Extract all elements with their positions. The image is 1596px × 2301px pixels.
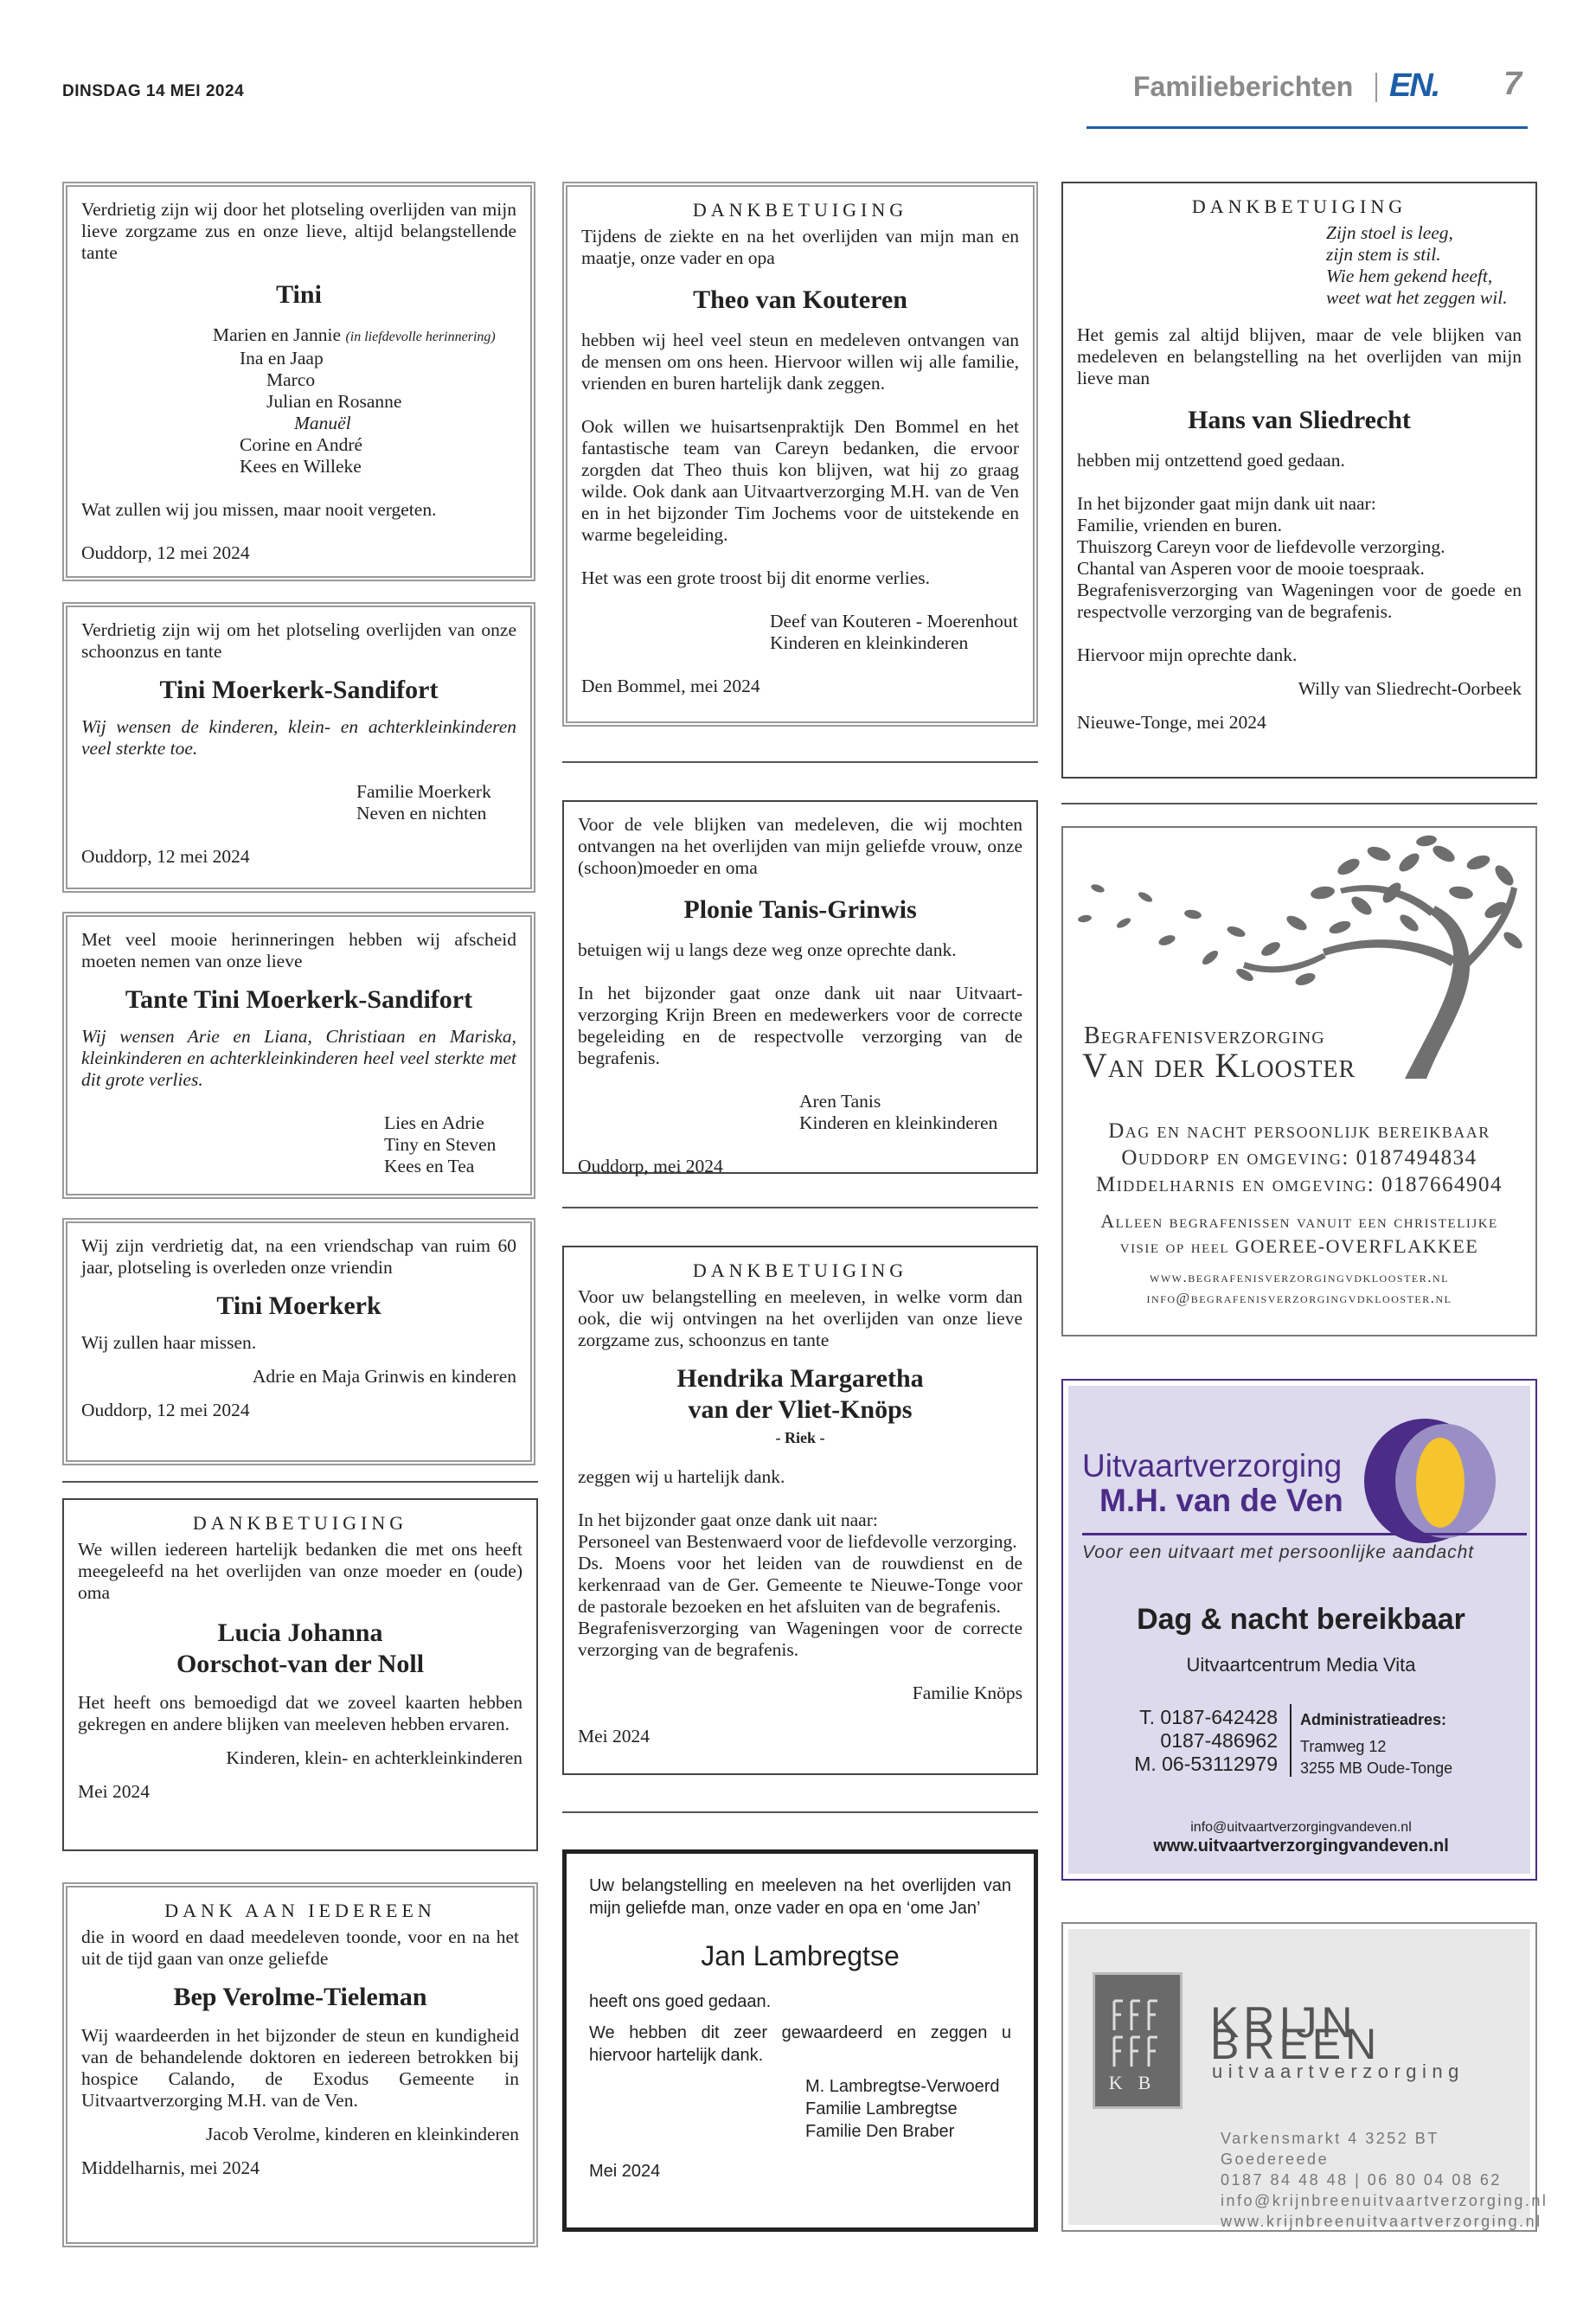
ad-website-link[interactable]: www.uitvaartverzorgingvandeven.nl [1153,1836,1449,1856]
ad-phone: Middelharnis en omgeving: 0187664904 [1096,1173,1503,1196]
notice-header: DANKBETUIGING [692,199,908,221]
notice-header: DANK AAN IEDEREEN [164,1900,436,1921]
notice-intro: Voor de vele blijken van medeleven, die wij mochten ontvangen na het overlijden van mijn geliefde vrouw, onze (schoon)moeder en oma [578,814,1022,878]
notice-text: In het bijzonder gaat onze dank uit naar: [578,1509,878,1530]
ad-email-link[interactable]: info@uitvaartverzorgingvandeven.nl [1190,1820,1412,1835]
ad-brand: Uitvaartverzorging [1082,1448,1343,1484]
ad-van-de-ven [1061,1379,1537,1881]
notice-text: Ook willen we huisartsenpraktijk Den Bommel en het fantastische team van Careyn bedanken, die ervoor zorgden dat Theo thuis kon blijven, wat hij zo graag wilde. Ook dank aan Uitvaartverzorging M.H. van de Ven en in het bijzonder Tim Jochems voor de uitstekende en warme begeleiding. [581,416,1019,545]
notice-text: betuigen wij u langs deze weg onze oprechte dank. [578,939,957,960]
deceased-name: van der Vliet-Knöps [688,1395,913,1424]
signature-line: Lies en Adrie [384,1112,484,1133]
closing-line: Wat zullen wij jou missen, maar nooit vergeten. [81,499,437,520]
notice-intro: Voor uw belangstelling en meeleven, in welke vorm dan ook, die wij ontvingen na het overlijden van onze lieve zorgzame zus, schoonzus en tante [578,1286,1022,1350]
deceased-name: Tini Moerkerk [216,1292,381,1320]
notice-hendrika [562,1246,1038,1775]
ad-email-link[interactable]: info@begrafenisverzorgingvdklooster.nl [1146,1290,1452,1306]
poem-line: Wie hem gekend heeft, [1326,266,1493,286]
notice-text: In het bijzonder gaat mijn dank uit naar: [1077,493,1376,514]
notice-intro: Met veel mooie herinneringen hebben wij afscheid moeten nemen van onze lieve [81,929,516,971]
notice-text: Ds. Moens voor het leiden van de rouwdienst en de kerkenraad van de Ger. Gemeente te Nieuwe-Tonge voor de pastorale bezoeken en het afsluiten van de begrafenis. [578,1553,1022,1617]
notice-tante-tini [62,912,535,1199]
ad-divider [1290,1704,1292,1777]
deceased-name: Oorschot-van der Noll [176,1650,425,1678]
signature-line: Kinderen, klein- en achterkleinkinderen [226,1747,522,1768]
ad-website-link[interactable]: www.begrafenisverzorgingvdklooster.nl [1150,1269,1449,1285]
notice-moerkerk-sandifort [62,602,535,893]
deceased-nickname: - Riek - [775,1429,825,1446]
notice-text: Wij waardeerden in het bijzonder de steun en kundigheid van de behandelende doktoren en iedereen betrokken bij hospice Calando, de Exodus Gemeente in Uitvaartverzorging M.H. van de Ven. [81,2025,519,2111]
ad-info: visie op heel GOEREE-OVERFLAKKEE [1119,1235,1479,1257]
ad-van-der-klooster [1061,826,1537,1336]
wish-text: Wij wensen Arie en Liana, Christiaan en Mariska, kleinkinderen en achterkleinkinderen heel veel sterkte met dit grote verlies. [81,1026,516,1090]
deceased-name: Bep Verolme-Tieleman [173,1983,427,2011]
deceased-name: Theo van Kouteren [693,285,907,314]
poem-line: Zijn stoel is leeg, [1326,222,1453,243]
notice-text: Wij zullen haar missen. [81,1332,257,1353]
column-rule [562,761,1038,763]
ad-divider [1082,1533,1527,1535]
krijn-breen-logo-icon [1093,1972,1183,2109]
notice-text: Het was een grote troost bij dit enorme verlies. [581,567,931,588]
en-logo: EN. [1389,67,1439,104]
header-rule [1086,126,1528,129]
notice-text: Familie, vrienden en buren. [1077,515,1283,535]
poem-line: weet wat het zeggen wil. [1326,287,1508,308]
ad-address: Varkensmarkt 4 3252 BT Goedereede [1221,2130,1439,2168]
notice-tini-moerkerk [62,1218,535,1465]
ad-line: Begrafenisverzorging [1084,1022,1325,1049]
ad-address: 3255 MB Oude-Tonge [1300,1759,1453,1777]
notice-header: DANKBETUIGING [1191,195,1407,217]
ad-phone: M. 06-53112979 [1134,1753,1278,1775]
logo-letters: KB [1108,2072,1167,2093]
signature-line: Jacob Verolme, kinderen en kleinkinderen [206,2124,519,2144]
signature-line: Aren Tanis [799,1091,881,1112]
notice-intro: Uw belangstelling en meeleven na het overlijden van mijn geliefde man, onze vader en opa en ‘ome Jan’ [589,1876,1011,1918]
notice-text: We hebben dit zeer gewaardeerd en zeggen u hiervoor hartelijk dank. [589,2023,1011,2065]
family-line: Kees en Willeke [240,456,362,477]
wish-text: Wij wensen de kinderen, klein- en achterkleinkinderen veel sterkte toe. [81,716,516,759]
ad-krijn-breen [1061,1922,1548,2232]
notice-text: Thuiszorg Careyn voor de liefdevolle verzorging. [1077,536,1445,557]
ad-website-link[interactable]: www.krijnbreenuitvaartverzorging.nl [1221,2213,1542,2230]
ad-brand: Van der Klooster [1082,1046,1356,1085]
signature-line: Adrie en Maja Grinwis en kinderen [252,1366,516,1387]
ad-phone: T. 0187-642428 [1139,1706,1278,1728]
notice-text: Hiervoor mijn oprechte dank. [1077,644,1298,665]
signature-line: Deef van Kouteren - Moerenhout [770,611,1018,631]
notice-intro: Wij zijn verdrietig dat, na een vriendschap van ruim 60 jaar, plotseling is overleden onze vriendin [81,1235,516,1278]
notice-plonie [562,800,1038,1174]
signature-line: Neven en nichten [356,803,487,824]
deceased-name: Lucia Johanna [217,1618,383,1647]
deceased-name: Plonie Tanis-Grinwis [683,895,917,924]
column-rule [562,1811,1038,1813]
notice-text: Personeel van Bestenwaerd voor de liefdevolle verzorging. [578,1531,1017,1552]
place-date: Ouddorp, 12 mei 2024 [81,542,250,563]
place-date: Ouddorp, 12 mei 2024 [81,846,250,867]
place-date: Mei 2024 [78,1781,151,1802]
notice-text: heeft ons goed gedaan. [589,1992,772,2011]
place-date: Middelharnis, mei 2024 [81,2157,260,2178]
notice-hans [1061,182,1537,779]
notice-text: Het heeft ons bemoedigd dat we zoveel kaarten hebben gekregen en andere blijken van meeleven hebben ervaren. [78,1692,522,1734]
ad-subline: uitvaartverzorging [1212,2061,1465,2082]
signature-line: Familie Knöps [912,1682,1022,1703]
ad-admin-label: Administratieadres: [1300,1711,1447,1728]
signature-line: Kinderen en kleinkinderen [770,632,969,653]
signature-line: M. Lambregtse-Verwoerd [805,2077,1000,2096]
ad-subline: Uitvaartcentrum Media Vita [1186,1654,1416,1676]
header-divider [1375,73,1377,102]
deceased-name: Tini Moerkerk-Sandifort [159,676,439,704]
notice-text: hebben mij ontzettend goed gedaan. [1077,450,1345,471]
family-line: Julian en Rosanne [266,391,402,412]
notice-text: zeggen wij u hartelijk dank. [578,1466,785,1487]
ad-phone: 0187-486962 [1160,1729,1278,1752]
notice-text: Begrafenisverzorging van Wageningen voor de correcte verzorging van de begrafenis. [578,1618,1022,1660]
ad-brand: KRIJN BREEN [1210,1998,1381,2068]
family-line: Marien en Jannie [213,324,342,345]
notice-intro: die in woord en daad meedeleven toonde, voor en na het uit de tijd gaan van onze geliefde [81,1926,519,1969]
notice-text: hebben wij heel veel steun en medeleven ontvangen van de mensen om ons heen. Hiervoor willen wij alle familie, vrienden en buren hartelijk dank zeggen. [581,330,1019,394]
notice-intro: Het gemis zal altijd blijven, maar de vele blijken van medeleven en belangstelling na het overlijden van mijn lieve man [1077,324,1522,388]
deceased-name: Tini [276,280,322,309]
notice-bep [62,1882,538,2247]
signature-line: Familie Lambregtse [805,2099,958,2118]
column-rule [62,1481,538,1483]
notice-intro: Verdrietig zijn wij door het plotseling overlijden van mijn lieve zorgzame zus en onze lieve, altijd belangstellende tante [81,199,516,263]
signature-line: Tiny en Steven [384,1134,497,1155]
signature-line: Kinderen en kleinkinderen [799,1112,998,1133]
deceased-name: Hans van Sliedrecht [1188,406,1411,434]
notice-theo [562,182,1038,727]
place-date: Mei 2024 [578,1726,651,1747]
place-date: Nieuwe-Tonge, mei 2024 [1077,712,1266,733]
family-line: Corine en André [240,434,363,455]
family-line: Manuël [294,413,351,433]
ad-info: Alleen begrafenissen vanuit een christelijke [1100,1210,1498,1232]
place-date: Mei 2024 [589,2162,661,2181]
signature-line: Kees en Tea [384,1156,475,1176]
signature-line: Familie Moerkerk [356,781,491,802]
notice-intro: We willen iedereen hartelijk bedanken die met ons heeft meegeleefd na het overlijden van onze moeder en (oude) oma [78,1539,522,1603]
notice-text: Begrafenisverzorging van Wageningen voor de goede en respectvolle verzorging van de begrafenis. [1077,580,1522,622]
ad-info: Dag en nacht persoonlijk bereikbaar [1108,1119,1490,1143]
ad-headline: Dag & nacht bereikbaar [1137,1603,1465,1636]
deceased-name: Hendrika Margaretha [676,1364,924,1393]
ad-phone: Ouddorp en omgeving: 0187494834 [1121,1146,1477,1170]
ad-tagline: Voor een uitvaart met persoonlijke aandacht [1082,1542,1475,1562]
deceased-name: Jan Lambregtse [701,1940,900,1971]
notice-header: DANKBETUIGING [192,1512,408,1534]
family-line: Marco [266,369,316,390]
notice-tini [62,182,535,581]
ad-brand: M.H. van de Ven [1099,1483,1343,1518]
column-rule [562,1207,1038,1208]
notice-text: In het bijzonder gaat onze dank uit naar Uitvaart-verzorging Krijn Breen en medewerkers voor de correcte begeleiding en de respectvolle verzorging van de begrafenis. [578,983,1022,1068]
signature-line: Familie Den Braber [805,2122,955,2141]
ad-address: Tramweg 12 [1300,1738,1387,1755]
ad-background [1068,1386,1530,1874]
family-note: (in liefdevolle herinnering) [345,330,496,344]
ad-email-link[interactable]: info@krijnbreenuitvaartverzorging.nl [1221,2192,1548,2209]
place-date: Ouddorp, mei 2024 [578,1156,723,1176]
notice-intro: Verdrietig zijn wij om het plotseling overlijden van onze schoonzus en tante [81,619,516,662]
notice-text: Chantal van Asperen voor de mooie toespraak. [1077,558,1425,579]
page-number: 7 [1503,66,1522,102]
notice-lucia [62,1498,538,1851]
notice-jan [562,1849,1038,2232]
place-date: Ouddorp, 12 mei 2024 [81,1400,250,1420]
deceased-name: Tante Tini Moerkerk-Sandifort [125,985,473,1014]
page-date: DINSDAG 14 MEI 2024 [62,82,245,100]
family-line: Ina en Jaap [240,348,324,369]
signature-line: Willy van Sliedrecht-Oorbeek [1298,678,1522,699]
notice-header: DANKBETUIGING [692,1259,908,1281]
column-rule [1061,803,1537,804]
ad-phone: 0187 84 48 48 | 06 80 04 08 62 [1221,2171,1502,2189]
section-title: Familieberichten [1133,71,1354,102]
poem-line: zijn stem is stil. [1326,244,1441,265]
place-date: Den Bommel, mei 2024 [581,676,760,696]
notice-intro: Tijdens de ziekte en na het overlijden van mijn man en maatje, onze vader en opa [581,226,1019,268]
